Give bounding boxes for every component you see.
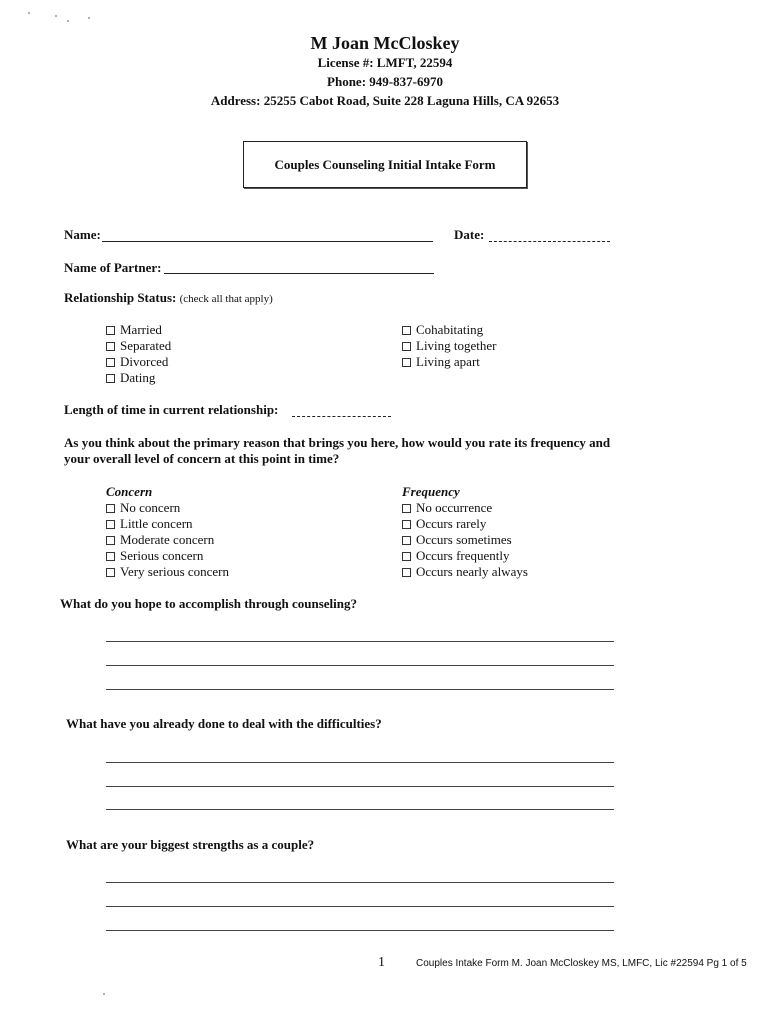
- frequency-heading: Frequency: [402, 484, 460, 499]
- checkbox[interactable]: [106, 326, 115, 335]
- checkbox[interactable]: [402, 552, 411, 561]
- status-option-living-together[interactable]: [402, 338, 497, 354]
- checkbox[interactable]: [106, 374, 115, 383]
- name-label: Name:: [64, 227, 101, 242]
- checkbox[interactable]: [106, 504, 115, 513]
- page-footer: Couples Intake Form M. Joan McCloskey MS, LMFC, Lic #22594 Pg 1 of 5: [416, 958, 747, 969]
- option-label: Occurs frequently: [416, 548, 510, 563]
- frequency-option[interactable]: [402, 564, 528, 580]
- concern-column: [106, 484, 229, 580]
- concern-option[interactable]: [106, 532, 229, 548]
- frequency-column: [402, 484, 528, 580]
- answer-line[interactable]: [106, 641, 614, 642]
- concern-option[interactable]: [106, 500, 229, 516]
- option-label: Living together: [416, 338, 497, 353]
- concern-option[interactable]: [106, 516, 229, 532]
- practitioner-name: M Joan McCloskey: [310, 33, 460, 53]
- checkbox[interactable]: [402, 568, 411, 577]
- relationship-status-title: Relationship Status:: [64, 290, 177, 305]
- relationship-status-hint: (check all that apply): [179, 293, 273, 305]
- answer-line[interactable]: [106, 882, 614, 883]
- answer-line[interactable]: [106, 906, 614, 907]
- option-label: Very serious concern: [120, 564, 230, 579]
- phone-number: Phone: 949-837-6970: [327, 74, 443, 89]
- option-label: Occurs nearly always: [416, 564, 528, 579]
- concern-heading: Concern: [106, 484, 153, 499]
- checkbox[interactable]: [402, 342, 411, 351]
- rating-question-line-1: As you think about the primary reason that brings you here, how would you rate its frequency and: [64, 435, 611, 450]
- checkbox[interactable]: [402, 358, 411, 367]
- option-label: Divorced: [120, 354, 169, 369]
- answer-line[interactable]: [106, 930, 614, 931]
- checkbox[interactable]: [106, 536, 115, 545]
- date-label: Date:: [454, 227, 485, 242]
- form-title-box: [243, 141, 527, 188]
- frequency-option[interactable]: [402, 516, 528, 532]
- date-input-line[interactable]: [489, 241, 610, 242]
- status-option-cohabitating[interactable]: [402, 322, 497, 338]
- answer-line[interactable]: [106, 762, 614, 763]
- option-label: Dating: [120, 370, 156, 385]
- checkbox[interactable]: [106, 520, 115, 529]
- checkbox[interactable]: [106, 552, 115, 561]
- option-label: Cohabitating: [416, 322, 484, 337]
- question-accomplish: What do you hope to accomplish through counseling?: [60, 596, 358, 611]
- answer-line[interactable]: [106, 809, 614, 810]
- option-label: Little concern: [120, 516, 193, 531]
- checkbox[interactable]: [106, 568, 115, 577]
- option-label: Separated: [120, 338, 172, 353]
- partner-input-line[interactable]: [164, 273, 434, 274]
- answer-line[interactable]: [106, 786, 614, 787]
- name-input-line[interactable]: [102, 241, 433, 242]
- status-option-separated[interactable]: [106, 338, 171, 354]
- scan-speck: [103, 993, 105, 995]
- status-option-married[interactable]: [106, 322, 171, 338]
- option-label: Occurs rarely: [416, 516, 487, 531]
- question-strengths: What are your biggest strengths as a couple?: [66, 837, 315, 852]
- answer-line[interactable]: [106, 689, 614, 690]
- option-label: Married: [120, 322, 162, 337]
- status-option-living-apart[interactable]: [402, 354, 497, 370]
- option-label: No concern: [120, 500, 181, 515]
- question-already-done: What have you already done to deal with the difficulties?: [66, 716, 382, 731]
- scan-speck: [88, 17, 90, 19]
- answer-line[interactable]: [106, 665, 614, 666]
- status-option-divorced[interactable]: [106, 354, 171, 370]
- checkbox[interactable]: [402, 536, 411, 545]
- option-label: Moderate concern: [120, 532, 215, 547]
- checkbox[interactable]: [402, 520, 411, 529]
- concern-option[interactable]: [106, 564, 229, 580]
- license-number: License #: LMFT, 22594: [317, 55, 453, 70]
- office-address: Address: 25255 Cabot Road, Suite 228 Laguna Hills, CA 92653: [210, 93, 560, 108]
- status-options-right: [402, 322, 497, 370]
- checkbox[interactable]: [402, 326, 411, 335]
- form-title: Couples Counseling Initial Intake Form: [274, 156, 496, 172]
- scan-speck: [55, 15, 57, 17]
- concern-option[interactable]: [106, 548, 229, 564]
- relationship-status-label: [64, 290, 273, 306]
- checkbox[interactable]: [106, 342, 115, 351]
- status-options-left: [106, 322, 171, 386]
- page-number: 1: [378, 955, 385, 970]
- option-label: Occurs sometimes: [416, 532, 512, 547]
- checkbox[interactable]: [106, 358, 115, 367]
- scan-speck: [28, 12, 30, 14]
- rating-question-line-2: your overall level of concern at this point in time?: [64, 451, 340, 466]
- frequency-option[interactable]: [402, 500, 528, 516]
- partner-label: Name of Partner:: [64, 260, 162, 275]
- relationship-length-label: Length of time in current relationship:: [64, 402, 279, 417]
- option-label: Serious concern: [120, 548, 204, 563]
- frequency-option[interactable]: [402, 548, 528, 564]
- checkbox[interactable]: [402, 504, 411, 513]
- frequency-option[interactable]: [402, 532, 528, 548]
- relationship-length-input-line[interactable]: [292, 416, 391, 417]
- scan-speck: [67, 20, 69, 22]
- status-option-dating[interactable]: [106, 370, 171, 386]
- option-label: Living apart: [416, 354, 480, 369]
- option-label: No occurrence: [416, 500, 493, 515]
